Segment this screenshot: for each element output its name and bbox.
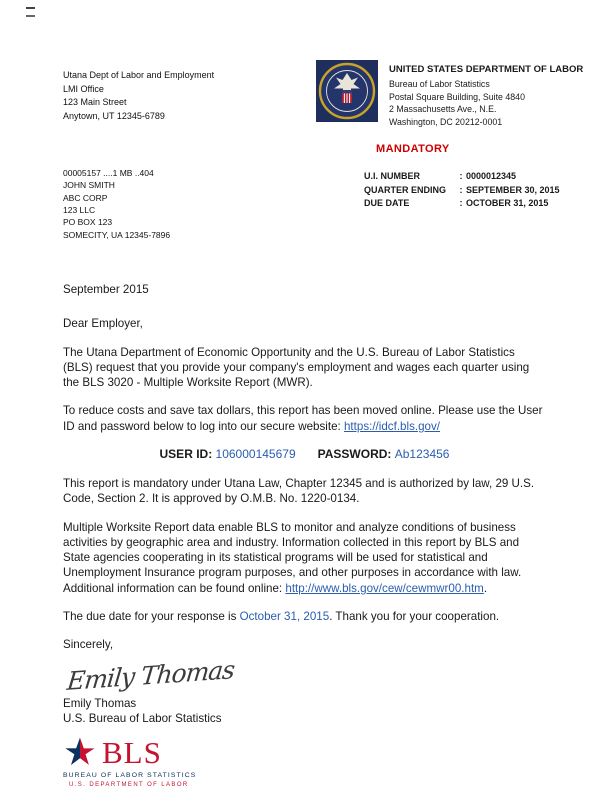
paragraph-due-date: [63, 609, 546, 624]
bls-logo-top: [63, 736, 233, 770]
signer-name: Emily Thomas: [63, 696, 137, 710]
secure-website-link[interactable]: https://idcf.bls.gov/: [343, 419, 441, 433]
user-id-label: USER ID:: [159, 447, 213, 462]
signature-area: [63, 654, 546, 696]
recipient-line: 00005157 ....1 MB ..404: [63, 168, 154, 178]
mwr-info-link[interactable]: http://www.bls.gov/cew/cewmwr00.htm: [285, 581, 484, 595]
due-date-value: OCTOBER 31, 2015: [466, 198, 549, 208]
info-separator: :: [459, 184, 463, 195]
agency-line: Bureau of Labor Statistics: [389, 78, 490, 89]
dol-seal-icon: [316, 60, 378, 122]
info-label: DUE DATE: [364, 198, 410, 208]
salutation: Dear Employer,: [63, 317, 143, 331]
quarter-ending-value: SEPTEMBER 30, 2015: [466, 184, 560, 195]
credentials-line: [63, 447, 546, 463]
agency-line: Washington, DC 20212-0001: [389, 117, 503, 128]
signature: Emily Thomas: [65, 654, 236, 696]
recipient-line: 123 LLC: [63, 204, 96, 215]
sender-line: Anytown, UT 12345-6789: [63, 110, 165, 121]
sender-line: LMI Office: [63, 83, 104, 94]
info-row-quarter-ending: [364, 184, 560, 198]
agency-line: 2 Massachusetts Ave., N.E.: [389, 104, 497, 115]
paragraph-mandatory-law: This report is mandatory under Utana Law, Chapter 12345 and is authorized by law, 29 U.S. Code, Section 2. It is approved by O.M.B. No. 1220-0134.: [63, 476, 535, 506]
info-row-ui-number: [364, 170, 560, 184]
closing: Sincerely,: [63, 638, 114, 652]
paragraph-mwr-info: [63, 520, 546, 596]
password-value: Ab123456: [394, 447, 450, 462]
recipient-line: JOHN SMITH: [63, 180, 115, 191]
paragraph-online-text: To reduce costs and save tax dollars, this report has been moved online. Please use the User ID and password below to log into our secure website:: [63, 404, 543, 433]
recipient-line: SOMECITY, UA 12345-7896: [63, 229, 171, 240]
recipient-line: ABC CORP: [63, 192, 108, 203]
agency-address-block: [389, 63, 589, 129]
bls-bureau-line: BUREAU OF LABOR STATISTICS: [63, 771, 197, 779]
bls-dept-line: U.S. DEPARTMENT OF LABOR: [69, 781, 189, 788]
paragraph-intro: The Utana Department of Economic Opportunity and the U.S. Bureau of Labor Statistics (BLS) request that you provide your company's employment and wages each quarter using the BLS 3020 - Multiple Worksite Report (MWR).: [63, 345, 530, 390]
signer-block: [63, 696, 546, 726]
paragraph-mwr-text: Multiple Worksite Report data enable BLS to monitor and analyze conditions of business activities by geographic area and industry. Information collected in this report by BLS and State agencies cooperating in its statistical programs will be used for statistical and Unemployment Insurance program purposes, and other purposes in accordance with law. Additional information can be found online:: [63, 520, 522, 595]
report-info-block: [364, 170, 560, 211]
due-date-pre-text: The due date for your response is: [63, 609, 240, 623]
info-label: U.I. NUMBER: [364, 171, 420, 181]
mandatory-label: MANDATORY: [376, 143, 450, 155]
due-date-post-text: . Thank you for your cooperation.: [329, 609, 500, 623]
scan-artifact-mark: [26, 7, 35, 17]
paragraph-online: [63, 403, 546, 434]
recipient-line: PO BOX 123: [63, 217, 113, 228]
sender-line: Utana Dept of Labor and Employment: [63, 70, 215, 80]
info-separator: :: [459, 171, 463, 181]
user-id-value: 106000145679: [215, 447, 296, 462]
bls-star-icon: [63, 736, 97, 770]
ui-number-value: 0000012345: [466, 171, 517, 181]
sender-line: 123 Main Street: [63, 97, 127, 107]
password-label: PASSWORD:: [317, 447, 392, 462]
agency-name: UNITED STATES DEPARTMENT OF LABOR: [389, 64, 584, 75]
recipient-address-block: [63, 167, 170, 241]
bls-logo: [63, 736, 233, 790]
info-separator: :: [459, 198, 463, 208]
agency-line: Postal Square Building, Suite 4840: [389, 91, 525, 102]
signer-org: U.S. Bureau of Labor Statistics: [63, 711, 222, 725]
info-label: QUARTER ENDING: [364, 184, 447, 195]
letter-body: [63, 282, 546, 790]
sender-address-block: [63, 69, 214, 123]
bls-wordmark: BLS: [102, 735, 162, 771]
info-row-due-date: [364, 197, 560, 211]
due-date-highlight: October 31, 2015: [239, 609, 330, 623]
paragraph-mwr-period: .: [483, 581, 488, 595]
letter-date: September 2015: [63, 283, 149, 296]
